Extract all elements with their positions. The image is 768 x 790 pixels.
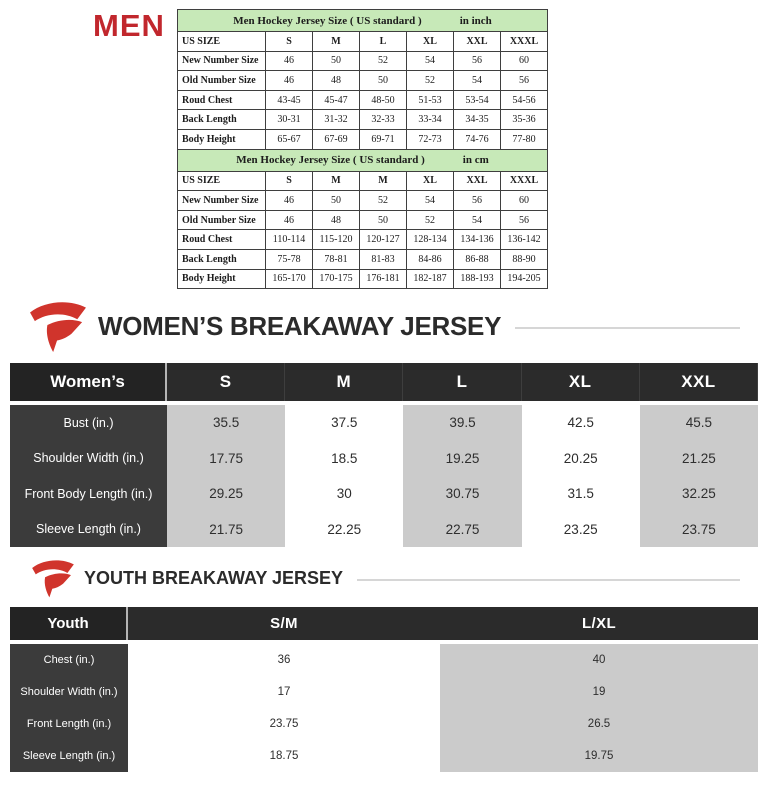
men-size-value: 56 xyxy=(501,211,548,231)
men-col-header: US SIZE xyxy=(178,172,266,192)
men-size-value: 46 xyxy=(266,211,313,231)
youth-row-label: Front Length (in.) xyxy=(10,708,128,740)
brand-flag-logo-icon xyxy=(26,299,90,353)
womens-size-value: 30 xyxy=(285,476,403,512)
men-size-value: 56 xyxy=(501,71,548,91)
youth-section-title: YOUTH BREAKAWAY JERSEY xyxy=(84,567,344,588)
brand-flag-logo-icon xyxy=(30,556,76,600)
womens-table-corner-header: Women’s xyxy=(10,363,167,401)
men-size-value: 54 xyxy=(454,71,501,91)
men-col-header: XL xyxy=(407,172,454,192)
men-size-value: 50 xyxy=(360,71,407,91)
youth-size-value: 40 xyxy=(440,644,758,676)
men-size-value: 51-53 xyxy=(407,91,454,111)
men-size-value: 77-80 xyxy=(501,130,548,150)
men-size-value: 48 xyxy=(313,211,360,231)
men-row-label: Old Number Size xyxy=(178,71,266,91)
men-size-value: 43-45 xyxy=(266,91,313,111)
womens-size-table xyxy=(10,363,758,547)
womens-size-value: 22.75 xyxy=(403,512,521,548)
men-size-value: 52 xyxy=(407,211,454,231)
womens-size-value: 37.5 xyxy=(285,405,403,441)
youth-table-corner-header: Youth xyxy=(10,607,128,640)
men-col-header: XXXL xyxy=(501,172,548,192)
men-size-value: 53-54 xyxy=(454,91,501,111)
womens-size-value: 42.5 xyxy=(522,405,640,441)
men-table-unit-cm: in cm xyxy=(462,154,489,167)
men-size-value: 165-170 xyxy=(266,270,313,290)
men-table-title-inch xyxy=(178,10,548,32)
men-size-value: 35-36 xyxy=(501,110,548,130)
men-row-label: Back Length xyxy=(178,110,266,130)
men-row-label: Body Height xyxy=(178,130,266,150)
youth-size-value: 36 xyxy=(128,644,440,676)
men-size-value: 56 xyxy=(454,191,501,211)
heading-rule xyxy=(515,327,740,329)
men-size-value: 54 xyxy=(407,52,454,72)
men-size-value: 72-73 xyxy=(407,130,454,150)
men-size-value: 65-67 xyxy=(266,130,313,150)
womens-col-header: L xyxy=(403,363,521,401)
youth-row-label: Chest (in.) xyxy=(10,644,128,676)
men-size-value: 194-205 xyxy=(501,270,548,290)
men-size-value: 50 xyxy=(313,191,360,211)
men-col-header: XL xyxy=(407,32,454,52)
men-size-value: 110-114 xyxy=(266,230,313,250)
womens-size-value: 23.75 xyxy=(640,512,758,548)
men-col-header: US SIZE xyxy=(178,32,266,52)
youth-size-value: 26.5 xyxy=(440,708,758,740)
men-size-value: 74-76 xyxy=(454,130,501,150)
men-size-value: 54 xyxy=(407,191,454,211)
men-size-value: 54 xyxy=(454,211,501,231)
men-table-title-text: Men Hockey Jersey Size ( US standard ) xyxy=(236,154,425,167)
womens-size-value: 17.75 xyxy=(167,441,285,477)
men-size-value: 52 xyxy=(407,71,454,91)
men-size-value: 50 xyxy=(313,52,360,72)
men-size-value: 136-142 xyxy=(501,230,548,250)
men-size-value: 120-127 xyxy=(360,230,407,250)
womens-col-header: M xyxy=(285,363,403,401)
men-size-value: 52 xyxy=(360,191,407,211)
womens-size-value: 45.5 xyxy=(640,405,758,441)
womens-size-value: 30.75 xyxy=(403,476,521,512)
men-row-label: New Number Size xyxy=(178,191,266,211)
men-size-value: 67-69 xyxy=(313,130,360,150)
womens-row-label: Shoulder Width (in.) xyxy=(10,441,167,477)
womens-row-label: Bust (in.) xyxy=(10,405,167,441)
men-table-unit-inch: in inch xyxy=(459,14,492,27)
men-size-value: 30-31 xyxy=(266,110,313,130)
men-col-header: M xyxy=(313,32,360,52)
men-row-label: Body Height xyxy=(178,270,266,290)
men-section-heading: MEN xyxy=(93,8,165,43)
men-size-value: 46 xyxy=(266,52,313,72)
womens-size-value: 18.5 xyxy=(285,441,403,477)
womens-col-header: XXL xyxy=(640,363,758,401)
men-row-label: Old Number Size xyxy=(178,211,266,231)
men-size-value: 46 xyxy=(266,71,313,91)
womens-col-header: S xyxy=(167,363,285,401)
men-size-value: 33-34 xyxy=(407,110,454,130)
womens-size-value: 21.75 xyxy=(167,512,285,548)
youth-size-value: 17 xyxy=(128,676,440,708)
womens-size-value: 32.25 xyxy=(640,476,758,512)
men-size-value: 32-33 xyxy=(360,110,407,130)
womens-row-label: Sleeve Length (in.) xyxy=(10,512,167,548)
men-col-header: M xyxy=(360,172,407,192)
womens-size-value: 22.25 xyxy=(285,512,403,548)
youth-col-header: L/XL xyxy=(440,607,758,640)
men-col-header: L xyxy=(360,32,407,52)
womens-row-label: Front Body Length (in.) xyxy=(10,476,167,512)
men-col-header: M xyxy=(313,172,360,192)
womens-size-value: 31.5 xyxy=(522,476,640,512)
youth-size-value: 19 xyxy=(440,676,758,708)
men-size-value: 176-181 xyxy=(360,270,407,290)
men-row-label: Roud Chest xyxy=(178,230,266,250)
men-size-value: 56 xyxy=(454,52,501,72)
men-size-value: 134-136 xyxy=(454,230,501,250)
youth-col-header: S/M xyxy=(128,607,440,640)
men-size-value: 88-90 xyxy=(501,250,548,270)
men-size-value: 52 xyxy=(360,52,407,72)
men-row-label: Back Length xyxy=(178,250,266,270)
men-row-label: New Number Size xyxy=(178,52,266,72)
youth-size-value: 18.75 xyxy=(128,740,440,772)
youth-size-value: 19.75 xyxy=(440,740,758,772)
men-size-value: 60 xyxy=(501,52,548,72)
men-size-value: 54-56 xyxy=(501,91,548,111)
men-size-value: 69-71 xyxy=(360,130,407,150)
men-size-value: 78-81 xyxy=(313,250,360,270)
men-size-table xyxy=(177,9,548,289)
men-size-value: 46 xyxy=(266,191,313,211)
men-size-value: 170-175 xyxy=(313,270,360,290)
youth-size-table xyxy=(10,607,758,772)
men-size-value: 50 xyxy=(360,211,407,231)
womens-size-value: 23.25 xyxy=(522,512,640,548)
men-col-header: XXL xyxy=(454,172,501,192)
men-size-value: 34-35 xyxy=(454,110,501,130)
womens-section-title: WOMEN’S BREAKAWAY JERSEY xyxy=(98,310,502,341)
men-table-title-text: Men Hockey Jersey Size ( US standard ) xyxy=(233,14,422,27)
womens-col-header: XL xyxy=(522,363,640,401)
men-size-value: 75-78 xyxy=(266,250,313,270)
womens-size-value: 20.25 xyxy=(522,441,640,477)
womens-size-value: 39.5 xyxy=(403,405,521,441)
men-size-value: 48-50 xyxy=(360,91,407,111)
womens-size-value: 21.25 xyxy=(640,441,758,477)
men-col-header: S xyxy=(266,32,313,52)
youth-section-heading xyxy=(30,554,742,602)
men-size-value: 60 xyxy=(501,191,548,211)
men-col-header: XXL xyxy=(454,32,501,52)
men-size-value: 115-120 xyxy=(313,230,360,250)
men-size-value: 48 xyxy=(313,71,360,91)
men-col-header: S xyxy=(266,172,313,192)
men-size-value: 81-83 xyxy=(360,250,407,270)
youth-row-label: Sleeve Length (in.) xyxy=(10,740,128,772)
men-col-header: XXXL xyxy=(501,32,548,52)
womens-size-value: 19.25 xyxy=(403,441,521,477)
men-table-title-cm xyxy=(178,150,548,172)
men-size-value: 84-86 xyxy=(407,250,454,270)
men-size-value: 128-134 xyxy=(407,230,454,250)
heading-rule xyxy=(357,579,740,581)
youth-size-value: 23.75 xyxy=(128,708,440,740)
men-size-value: 182-187 xyxy=(407,270,454,290)
womens-size-value: 29.25 xyxy=(167,476,285,512)
womens-section-heading xyxy=(26,298,742,354)
men-row-label: Roud Chest xyxy=(178,91,266,111)
men-size-value: 188-193 xyxy=(454,270,501,290)
womens-size-value: 35.5 xyxy=(167,405,285,441)
men-size-value: 45-47 xyxy=(313,91,360,111)
youth-row-label: Shoulder Width (in.) xyxy=(10,676,128,708)
men-size-value: 86-88 xyxy=(454,250,501,270)
men-size-value: 31-32 xyxy=(313,110,360,130)
